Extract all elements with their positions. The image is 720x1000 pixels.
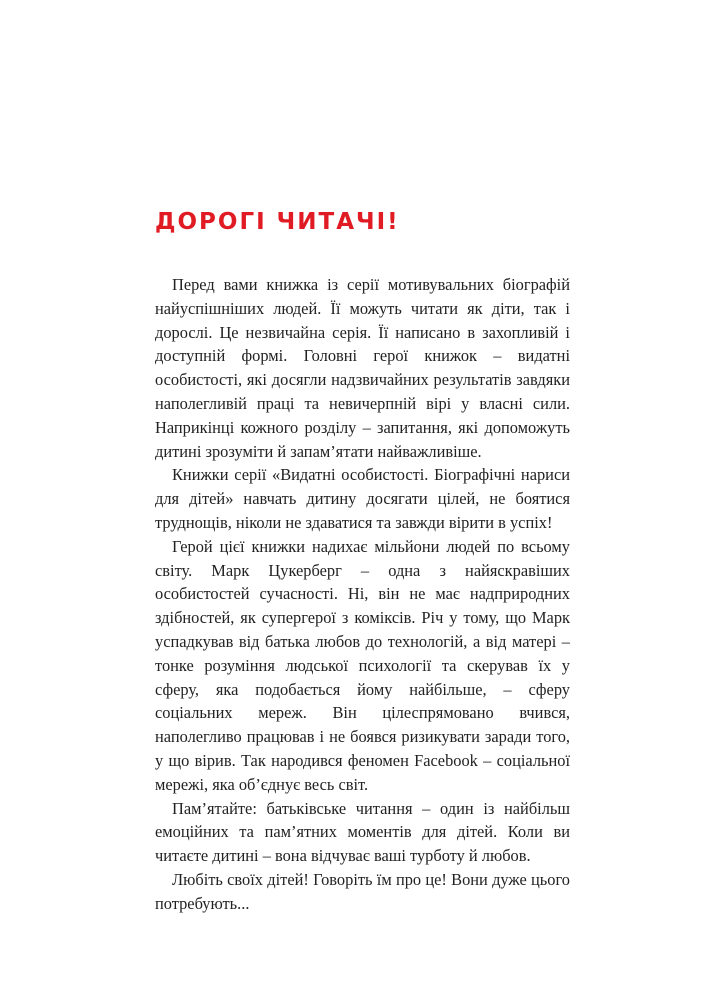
paragraph-series: Книжки серії «Видатні особистості. Біографічні нариси для дітей» навчать дитину досягати цілей, не боятися труднощів, ніколи не здаватися та завжди вірити в успіх!: [155, 465, 570, 532]
page-body: [155, 273, 570, 916]
page-heading: ДОРОГІ ЧИТАЧІ!: [155, 209, 400, 235]
paragraph-closing: Любіть своїх дітей! Говоріть їм про це! Вони дуже цього потребують...: [155, 869, 570, 913]
paragraph-hero: Герой цієї книжки надихає мільйони людей по всьому світу. Марк Цукерберг – одна з найяскравіших особистостей сучасності. Ні, він не має надприродних здібностей, як супергерої з коміксів. Річ у тому, що Марк успадкував від батька любов до технологій, а від матері – тонке розуміння людської психології та скерував їх у сферу, яка подобається йому найбільше, – сферу соціальних мереж. Він цілеспрямовано вчився, наполегливо працював і не боявся ризикувати заради того, у що вірив. Так народився феномен Facebook – соціальної мережі, яка об’єднує весь світ.: [155, 536, 570, 794]
paragraph-reading: Пам’ятайте: батьківське читання – один із найбільш емоційних та пам’ятних моментів для дітей. Коли ви читаєте дитині – вона відчуває ваші турботу й любов.: [155, 798, 570, 866]
paragraph-intro: Перед вами книжка із серії мотивувальних біографій найуспішніших людей. Її можуть читати як діти, так і дорослі. Це незвичайна серія. Її написано в захопливій і доступній формі. Головні герої книжок – видатні особистості, які досягли надзвичайних результатів завдяки наполегливій праці та невичерпній вірі у власні сили. Наприкінці кожного розділу – запитання, які допоможуть дитині зрозуміти й запам’ятати найважливіше.: [155, 275, 570, 461]
